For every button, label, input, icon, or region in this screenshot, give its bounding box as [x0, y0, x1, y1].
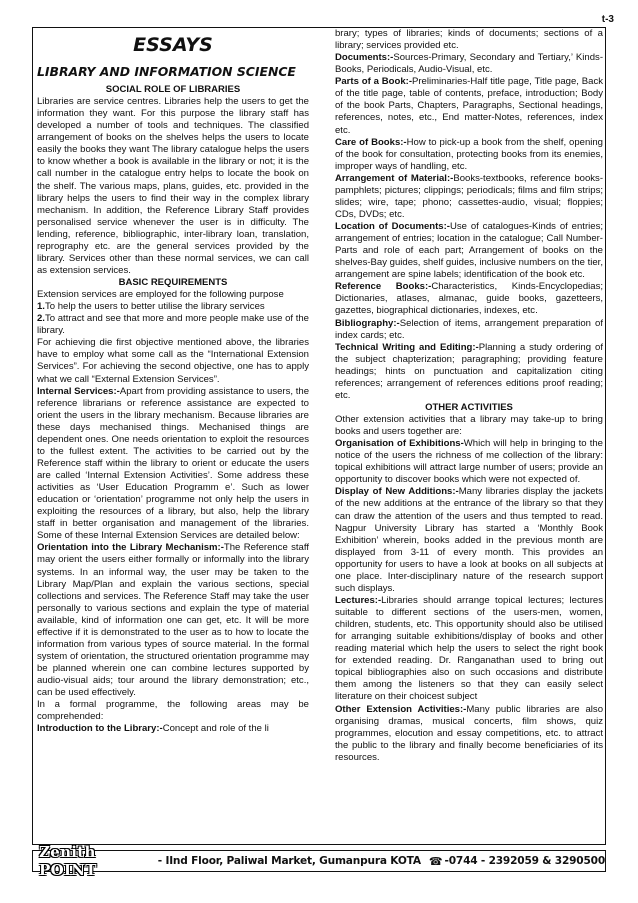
- orientation-label: Orientation into the Library Mechanism:-: [37, 542, 224, 554]
- location-text: Use of catalogues-Kinds of entries; arrangement of entries; location in the catalogue; Call Number-Parts and role of each part; Arrangement of books on the shelves-Bay guides, shelf guides, inclusive numbers on the tier, arrangement are spine labels; identification of the book etc.: [335, 221, 603, 281]
- orientation-paragraph: [37, 542, 309, 699]
- continued-text: brary; types of libraries; kinds of documents; sections of a library; services provided etc.: [335, 28, 603, 52]
- requirement-2-text: To attract and see that more and more people make use of the library.: [37, 313, 309, 337]
- lectures-text: Libraries should arrange topical lectures; lectures suitable to different sections of the users-men, women, children, students, etc. This opportunity should also be utilised for arranging suitable exhibitions/display of books and other reading material which help the users to select the right book for extended reading. Dr. Ranganathan used to bring out topical bibliographies also on such occasions and distribute them among the listeners so that they can easily select literature on their choicest subject: [335, 594, 603, 703]
- introduction-paragraph: [37, 723, 309, 735]
- left-column: [37, 28, 309, 844]
- arrangement-label: Arrangement of Material:-: [335, 172, 454, 184]
- other-activities-intro: Other extension activities that a library may take-up to bring books and users together are:: [335, 414, 603, 438]
- introduction-text: Concept and role of the li: [162, 723, 269, 735]
- parts-of-book-text: Preliminaries-Half title page, Title page, Back of the title page, table of contents, preface, introduction; Body of the book Parts, Chapters, Paragraphs, Sectional headings, references, notes, etc., End matter-Notes, references, index etc.: [335, 76, 603, 136]
- care-of-books-paragraph: [335, 137, 603, 173]
- location-paragraph: [335, 221, 603, 281]
- arrangement-text: Books-textbooks, reference books-pamphlets; pictures; clippings; periodicals; films and film strips; slides; wire, tape; phono; cassettes-audio, visual; floppies; CDs, DVDs; etc.: [335, 172, 603, 220]
- exhibitions-paragraph: [335, 438, 603, 486]
- documents-paragraph: [335, 52, 603, 76]
- lectures-label: Lectures:-: [335, 594, 382, 606]
- subject-title: LIBRARY AND INFORMATION SCIENCE: [37, 64, 296, 79]
- care-of-books-label: Care of Books:-: [335, 136, 407, 148]
- introduction-label: Introduction to the Library:-: [37, 723, 163, 735]
- basic-intro: Extension services are employed for the following purpose: [37, 289, 284, 301]
- new-additions-paragraph: [335, 486, 603, 595]
- section-title-social-role: SOCIAL ROLE OF LIBRARIES: [105, 84, 241, 95]
- new-additions-label: Display of New Additions:-: [335, 486, 459, 498]
- reference-books-paragraph: [335, 281, 603, 317]
- brand-logo: Zenith POINT: [39, 843, 97, 879]
- reference-books-text: Characteristics, Kinds-Encyclopedias; Dictionaries, atlases, almanac, guide books, gazetteers, gazettes, biographical dictionaries, indexes, etc.: [335, 281, 603, 317]
- parts-of-book-label: Parts of a Book:-: [335, 76, 412, 88]
- bibliography-text: Selection of items, arrangement preparation of index cards; etc.: [335, 317, 603, 341]
- technical-writing-paragraph: [335, 342, 603, 402]
- exhibitions-label: Organisation of Exhibitions-: [335, 438, 464, 450]
- footer-address: - IInd Floor, Paliwal Market, Gumanpura KOTA: [157, 855, 421, 867]
- footer-bar: [32, 843, 606, 879]
- care-of-books-text: How to pick-up a book from the shelf, opening of the book for consultation, protecting books from its enemies, improper ways of handling, etc.: [335, 136, 603, 172]
- location-label: Location of Documents:-: [335, 221, 450, 232]
- technical-writing-text: Planning a study ordering of the subject chapterization; paragraphing; providing feature headings; hints on punctuation and capitalization citing references; arrangement of references editions proof reading; etc.: [335, 341, 603, 401]
- objective-paragraph: For achieving die first objective mentioned above, the libraries have to employ what some call as the “International Extension Services”. For achieving the second objective, one has to apply what we call “External Extension Services”.: [37, 337, 309, 385]
- other-extension-label: Other Extension Activities:-: [335, 703, 467, 715]
- formal-programme-paragraph: In a formal programme, the following areas may be comprehended:: [37, 699, 309, 723]
- social-role-paragraph: Libraries are service centres. Libraries help the users to get the information they want. For this purpose the library staff has developed a number of tools and techniques. The classified arrangement of books on the shelves helps the users to locate easily the books they want The library catalogue helps the users to know whether a book is available in the library or not; it is the call number in the catalogue entry helps to locate the book on the shelf. The various maps, plans, guides, etc. provided in the library helps the users to find their way in the complex library mechanism. In addition, the Reference Library Staff provides personalised service whenever the user is in difficulty. The lending, reference, bibliographic, inter-library loan, translation, reprography etc. are the general services provided by the library. Services other than these normal services, we can call as extension services.: [37, 96, 309, 276]
- requirement-2-number: 2.: [37, 313, 45, 325]
- bibliography-paragraph: [335, 318, 603, 342]
- documents-text: Sources-Primary, Secondary and Tertiary,’ Kinds-Books, Periodicals, Audio-Visual, etc.: [335, 52, 603, 76]
- right-column: [335, 28, 603, 844]
- exhibitions-text: Which will help in bringing to the notice of the users the richness of me collection of the library: topical exhibitions will attract large number of users; provide an opportunity to discover books which were not expected of.: [335, 438, 603, 486]
- requirement-2: [37, 313, 309, 337]
- requirement-1-text: To help the users to better utilise the library services: [44, 301, 265, 313]
- other-extension-text: Many public libraries are also organising dramas, musical concerts, film shows, quiz programmes, elocution and essay competitions, etc. to attract the public to the library and finally become beneficiaries of its resources.: [335, 703, 603, 763]
- orientation-text: The Reference staff may orient the users either formally or informally into the library systems. In an informal way, the user may be taken to the Library Map/Plan and explain the various sections, special collections and services. The Reference Staff may take the user personally to various sections and explain the type of material available, kind of information one can get, etc. It will be more effective if it is demonstrated to the user as to how to locate the information from various types of source material. In the formal system of orientation, the structured orientation programme may be planned wherein one can combine lectures supported by audio-visual aids; tour around the library demonstration; etc., can be used effectively.: [37, 542, 309, 699]
- section-title-basic-requirements: BASIC REQUIREMENTS: [118, 277, 228, 288]
- requirement-1: [37, 301, 309, 313]
- new-additions-text: Many libraries display the jackets of the new additions at the entrance of the library so that they can draw the attention of the users and thus tempted to read. Nagpur University Library has started a ‘Monthly Book Exhibition’ wherein, books added in the previous month are displayed from 3-11 of every month. This provides an opportunity for users to have a look at books on all subjects at one place. Inter-disciplinary nature of the research support such displays.: [335, 486, 603, 594]
- bibliography-label: Bibliography:-: [335, 317, 400, 329]
- footer-phone: -0744 - 2392059 & 3290500: [444, 855, 605, 867]
- arrangement-paragraph: [335, 173, 603, 221]
- section-title-other-activities: OTHER ACTIVITIES: [425, 401, 513, 413]
- page-frame: [32, 27, 606, 845]
- page-number: t-3: [601, 14, 614, 25]
- requirement-1-number: 1.: [37, 301, 45, 313]
- lectures-paragraph: [335, 595, 603, 704]
- internal-services-text: Apart from providing assistance to users, the reference librarians or reference assistance are expected to orient the users in the library mechanism. Because libraries are these days mechanised things. Mechanised things are dependent ones. One needs orientation to exploit the resources to the fullest extent. The activities to be carried out by the Reference staff within the library to orient or educate the users are called ‘Internal Extension Activities’. Some address these activities as ‘User Education Programm e’. Such as lower education or ‘orientation’ programme not only help the users in exploiting the resources of a library, but also, help the library staff in better organisation and management of the libraries. Some of these Internal Extension Services are detailed below:: [37, 385, 309, 542]
- documents-label: Documents:-: [335, 52, 394, 64]
- internal-services-label: Internal Services:-: [37, 385, 120, 397]
- technical-writing-label: Technical Writing and Editing:-: [335, 341, 479, 353]
- reference-books-label: Reference Books:-: [335, 281, 432, 293]
- telephone-icon: ☎: [428, 854, 443, 868]
- internal-services-paragraph: [37, 386, 309, 543]
- other-extension-paragraph: [335, 704, 603, 764]
- parts-of-book-paragraph: [335, 76, 603, 136]
- page-heading: ESSAYS: [133, 34, 213, 56]
